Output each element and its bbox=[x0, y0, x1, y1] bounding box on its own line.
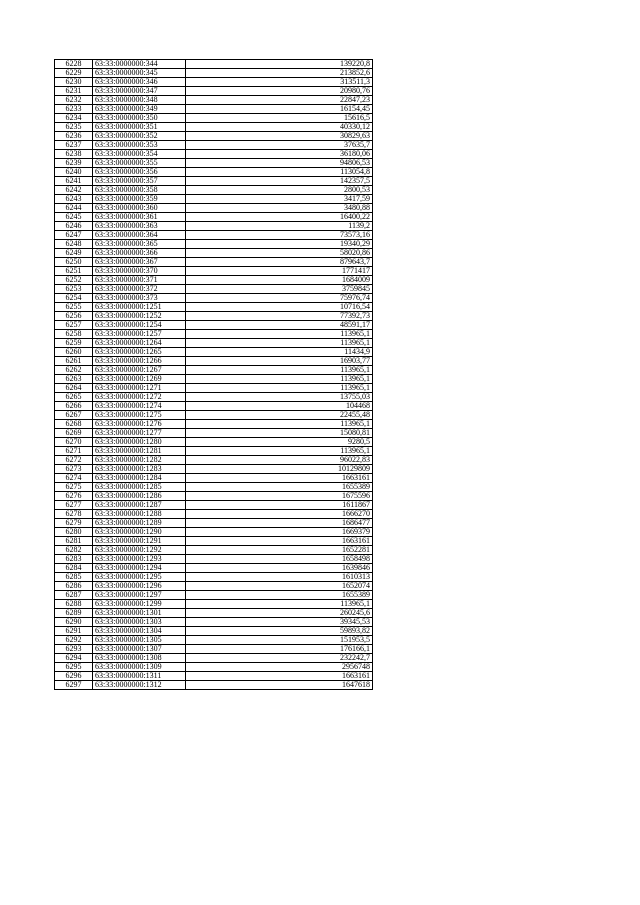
cadastral-value: 77392,73 bbox=[186, 312, 373, 321]
cadastral-value: 20980,76 bbox=[186, 87, 373, 96]
row-number: 6289 bbox=[55, 609, 93, 618]
cadastral-number: 63:33:0000000:1267 bbox=[93, 366, 186, 375]
cadastral-value: 113965,1 bbox=[186, 339, 373, 348]
row-number: 6284 bbox=[55, 564, 93, 573]
row-number: 6268 bbox=[55, 420, 93, 429]
cadastral-value: 16903,77 bbox=[186, 357, 373, 366]
row-number: 6231 bbox=[55, 87, 93, 96]
cadastral-value: 1658498 bbox=[186, 555, 373, 564]
cadastral-value: 3480,88 bbox=[186, 204, 373, 213]
row-number: 6249 bbox=[55, 249, 93, 258]
row-number: 6238 bbox=[55, 150, 93, 159]
cadastral-value: 1611867 bbox=[186, 501, 373, 510]
row-number: 6270 bbox=[55, 438, 93, 447]
cadastral-number: 63:33:0000000:350 bbox=[93, 114, 186, 123]
row-number: 6262 bbox=[55, 366, 93, 375]
cadastral-number: 63:33:0000000:1297 bbox=[93, 591, 186, 600]
table-row bbox=[55, 60, 373, 69]
row-number: 6280 bbox=[55, 528, 93, 537]
cadastral-number: 63:33:0000000:365 bbox=[93, 240, 186, 249]
table-row bbox=[55, 573, 373, 582]
cadastral-value: 16400,22 bbox=[186, 213, 373, 222]
cadastral-number: 63:33:0000000:351 bbox=[93, 123, 186, 132]
cadastral-value: 113965,1 bbox=[186, 330, 373, 339]
cadastral-number: 63:33:0000000:1276 bbox=[93, 420, 186, 429]
table-row bbox=[55, 402, 373, 411]
cadastral-number: 63:33:0000000:1281 bbox=[93, 447, 186, 456]
cadastral-number: 63:33:0000000:1288 bbox=[93, 510, 186, 519]
cadastral-value: 1652074 bbox=[186, 582, 373, 591]
row-number: 6281 bbox=[55, 537, 93, 546]
table-row bbox=[55, 132, 373, 141]
table-row bbox=[55, 87, 373, 96]
cadastral-value: 1684009 bbox=[186, 276, 373, 285]
table-row bbox=[55, 69, 373, 78]
cadastral-number: 63:33:0000000:1290 bbox=[93, 528, 186, 537]
row-number: 6269 bbox=[55, 429, 93, 438]
cadastral-number: 63:33:0000000:354 bbox=[93, 150, 186, 159]
row-number: 6293 bbox=[55, 645, 93, 654]
cadastral-number: 63:33:0000000:1299 bbox=[93, 600, 186, 609]
table-row bbox=[55, 528, 373, 537]
table-row bbox=[55, 609, 373, 618]
row-number: 6255 bbox=[55, 303, 93, 312]
cadastral-value: 142357,5 bbox=[186, 177, 373, 186]
row-number: 6274 bbox=[55, 474, 93, 483]
cadastral-number: 63:33:0000000:1292 bbox=[93, 546, 186, 555]
cadastral-value: 19340,29 bbox=[186, 240, 373, 249]
cadastral-number: 63:33:0000000:346 bbox=[93, 78, 186, 87]
row-number: 6277 bbox=[55, 501, 93, 510]
cadastral-number: 63:33:0000000:1275 bbox=[93, 411, 186, 420]
cadastral-number: 63:33:0000000:363 bbox=[93, 222, 186, 231]
table-row bbox=[55, 141, 373, 150]
table-row bbox=[55, 249, 373, 258]
table-row bbox=[55, 105, 373, 114]
cadastral-number: 63:33:0000000:1282 bbox=[93, 456, 186, 465]
cadastral-value: 113965,1 bbox=[186, 447, 373, 456]
cadastral-number: 63:33:0000000:1264 bbox=[93, 339, 186, 348]
cadastral-number: 63:33:0000000:1303 bbox=[93, 618, 186, 627]
cadastral-number: 63:33:0000000:1254 bbox=[93, 321, 186, 330]
table-row bbox=[55, 231, 373, 240]
table-row bbox=[55, 204, 373, 213]
table-row bbox=[55, 330, 373, 339]
cadastral-value: 37635,7 bbox=[186, 141, 373, 150]
cadastral-value: 1655389 bbox=[186, 483, 373, 492]
table-row bbox=[55, 663, 373, 672]
cadastral-value: 104468 bbox=[186, 402, 373, 411]
cadastral-value: 1663161 bbox=[186, 672, 373, 681]
cadastral-number: 63:33:0000000:1257 bbox=[93, 330, 186, 339]
cadastral-value: 3759845 bbox=[186, 285, 373, 294]
row-number: 6285 bbox=[55, 573, 93, 582]
cadastral-value: 113054,8 bbox=[186, 168, 373, 177]
cadastral-number: 63:33:0000000:345 bbox=[93, 69, 186, 78]
cadastral-value: 1663161 bbox=[186, 474, 373, 483]
cadastral-number: 63:33:0000000:360 bbox=[93, 204, 186, 213]
cadastral-number: 63:33:0000000:1287 bbox=[93, 501, 186, 510]
row-number: 6261 bbox=[55, 357, 93, 366]
cadastral-value: 1666270 bbox=[186, 510, 373, 519]
cadastral-number: 63:33:0000000:364 bbox=[93, 231, 186, 240]
row-number: 6271 bbox=[55, 447, 93, 456]
cadastral-value: 1771417 bbox=[186, 267, 373, 276]
cadastral-number: 63:33:0000000:1265 bbox=[93, 348, 186, 357]
cadastral-value: 73573,16 bbox=[186, 231, 373, 240]
row-number: 6256 bbox=[55, 312, 93, 321]
cadastral-number: 63:33:0000000:1304 bbox=[93, 627, 186, 636]
cadastral-number: 63:33:0000000:1277 bbox=[93, 429, 186, 438]
table-row bbox=[55, 501, 373, 510]
cadastral-value: 96022,83 bbox=[186, 456, 373, 465]
table-row bbox=[55, 555, 373, 564]
table-row bbox=[55, 303, 373, 312]
cadastral-value: 1686477 bbox=[186, 519, 373, 528]
cadastral-number: 63:33:0000000:1305 bbox=[93, 636, 186, 645]
table-row bbox=[55, 159, 373, 168]
row-number: 6250 bbox=[55, 258, 93, 267]
cadastral-number: 63:33:0000000:1311 bbox=[93, 672, 186, 681]
cadastral-number: 63:33:0000000:357 bbox=[93, 177, 186, 186]
row-number: 6273 bbox=[55, 465, 93, 474]
row-number: 6288 bbox=[55, 600, 93, 609]
row-number: 6236 bbox=[55, 132, 93, 141]
cadastral-value: 113965,1 bbox=[186, 420, 373, 429]
cadastral-value: 1669379 bbox=[186, 528, 373, 537]
row-number: 6266 bbox=[55, 402, 93, 411]
row-number: 6264 bbox=[55, 384, 93, 393]
table-row bbox=[55, 636, 373, 645]
row-number: 6246 bbox=[55, 222, 93, 231]
cadastral-number: 63:33:0000000:1312 bbox=[93, 681, 186, 690]
row-number: 6253 bbox=[55, 285, 93, 294]
cadastral-value: 1655389 bbox=[186, 591, 373, 600]
table-row bbox=[55, 195, 373, 204]
table-row bbox=[55, 123, 373, 132]
table-row bbox=[55, 150, 373, 159]
cadastral-value: 22847,23 bbox=[186, 96, 373, 105]
cadastral-value: 1647618 bbox=[186, 681, 373, 690]
row-number: 6247 bbox=[55, 231, 93, 240]
table-row bbox=[55, 672, 373, 681]
cadastral-value: 22455,48 bbox=[186, 411, 373, 420]
table-row bbox=[55, 438, 373, 447]
cadastral-value: 36180,06 bbox=[186, 150, 373, 159]
table-row bbox=[55, 357, 373, 366]
table-row bbox=[55, 483, 373, 492]
cadastral-value: 9280,5 bbox=[186, 438, 373, 447]
cadastral-number: 63:33:0000000:1295 bbox=[93, 573, 186, 582]
row-number: 6242 bbox=[55, 186, 93, 195]
cadastral-value: 40330,12 bbox=[186, 123, 373, 132]
cadastral-number: 63:33:0000000:366 bbox=[93, 249, 186, 258]
row-number: 6263 bbox=[55, 375, 93, 384]
cadastral-value: 2956748 bbox=[186, 663, 373, 672]
cadastral-value: 30829,63 bbox=[186, 132, 373, 141]
cadastral-number: 63:33:0000000:1289 bbox=[93, 519, 186, 528]
row-number: 6240 bbox=[55, 168, 93, 177]
cadastral-value: 113965,1 bbox=[186, 600, 373, 609]
cadastral-value: 3417,59 bbox=[186, 195, 373, 204]
table-row bbox=[55, 510, 373, 519]
row-number: 6230 bbox=[55, 78, 93, 87]
row-number: 6229 bbox=[55, 69, 93, 78]
cadastral-number: 63:33:0000000:1272 bbox=[93, 393, 186, 402]
row-number: 6291 bbox=[55, 627, 93, 636]
cadastral-value: 15080,81 bbox=[186, 429, 373, 438]
cadastral-number: 63:33:0000000:352 bbox=[93, 132, 186, 141]
table-row bbox=[55, 681, 373, 690]
cadastral-number: 63:33:0000000:371 bbox=[93, 276, 186, 285]
table-row bbox=[55, 546, 373, 555]
cadastral-number: 63:33:0000000:1251 bbox=[93, 303, 186, 312]
cadastral-value: 11434,9 bbox=[186, 348, 373, 357]
cadastral-number: 63:33:0000000:1269 bbox=[93, 375, 186, 384]
table-row bbox=[55, 618, 373, 627]
cadastral-number: 63:33:0000000:1266 bbox=[93, 357, 186, 366]
cadastral-number: 63:33:0000000:349 bbox=[93, 105, 186, 114]
table-row bbox=[55, 492, 373, 501]
row-number: 6295 bbox=[55, 663, 93, 672]
table-row bbox=[55, 186, 373, 195]
cadastral-number: 63:33:0000000:355 bbox=[93, 159, 186, 168]
cadastral-value: 260245,6 bbox=[186, 609, 373, 618]
row-number: 6239 bbox=[55, 159, 93, 168]
cadastral-number: 63:33:0000000:370 bbox=[93, 267, 186, 276]
row-number: 6241 bbox=[55, 177, 93, 186]
row-number: 6232 bbox=[55, 96, 93, 105]
table-row bbox=[55, 447, 373, 456]
row-number: 6228 bbox=[55, 60, 93, 69]
table-row bbox=[55, 78, 373, 87]
row-number: 6290 bbox=[55, 618, 93, 627]
cadastral-number: 63:33:0000000:1301 bbox=[93, 609, 186, 618]
row-number: 6259 bbox=[55, 339, 93, 348]
cadastral-value: 1663161 bbox=[186, 537, 373, 546]
row-number: 6267 bbox=[55, 411, 93, 420]
table-row bbox=[55, 96, 373, 105]
cadastral-number: 63:33:0000000:348 bbox=[93, 96, 186, 105]
cadastral-value: 58020,86 bbox=[186, 249, 373, 258]
row-number: 6265 bbox=[55, 393, 93, 402]
cadastral-value: 1639846 bbox=[186, 564, 373, 573]
row-number: 6248 bbox=[55, 240, 93, 249]
row-number: 6260 bbox=[55, 348, 93, 357]
cadastral-number: 63:33:0000000:1307 bbox=[93, 645, 186, 654]
cadastral-value: 39345,53 bbox=[186, 618, 373, 627]
table-row bbox=[55, 411, 373, 420]
table-row bbox=[55, 420, 373, 429]
cadastral-value: 75976,74 bbox=[186, 294, 373, 303]
cadastral-number: 63:33:0000000:347 bbox=[93, 87, 186, 96]
cadastral-value: 879643,7 bbox=[186, 258, 373, 267]
table-row bbox=[55, 375, 373, 384]
cadastral-value: 94806,53 bbox=[186, 159, 373, 168]
table-row bbox=[55, 321, 373, 330]
row-number: 6245 bbox=[55, 213, 93, 222]
cadastral-value: 232242,7 bbox=[186, 654, 373, 663]
table-row bbox=[55, 285, 373, 294]
row-number: 6283 bbox=[55, 555, 93, 564]
cadastral-number: 63:33:0000000:1296 bbox=[93, 582, 186, 591]
cadastral-value: 113965,1 bbox=[186, 375, 373, 384]
row-number: 6282 bbox=[55, 546, 93, 555]
cadastral-number: 63:33:0000000:358 bbox=[93, 186, 186, 195]
table-row bbox=[55, 240, 373, 249]
cadastral-number: 63:33:0000000:1308 bbox=[93, 654, 186, 663]
cadastral-number: 63:33:0000000:1283 bbox=[93, 465, 186, 474]
row-number: 6292 bbox=[55, 636, 93, 645]
row-number: 6287 bbox=[55, 591, 93, 600]
cadastral-value: 1675596 bbox=[186, 492, 373, 501]
cadastral-number: 63:33:0000000:1252 bbox=[93, 312, 186, 321]
cadastral-number: 63:33:0000000:1285 bbox=[93, 483, 186, 492]
cadastral-number: 63:33:0000000:1274 bbox=[93, 402, 186, 411]
row-number: 6294 bbox=[55, 654, 93, 663]
table-row bbox=[55, 366, 373, 375]
row-number: 6276 bbox=[55, 492, 93, 501]
row-number: 6254 bbox=[55, 294, 93, 303]
cadastral-value: 15616,5 bbox=[186, 114, 373, 123]
row-number: 6235 bbox=[55, 123, 93, 132]
cadastral-number: 63:33:0000000:344 bbox=[93, 60, 186, 69]
cadastral-value: 176166,1 bbox=[186, 645, 373, 654]
table-row bbox=[55, 222, 373, 231]
row-number: 6243 bbox=[55, 195, 93, 204]
cadastral-value: 1610313 bbox=[186, 573, 373, 582]
table-row bbox=[55, 456, 373, 465]
table-row bbox=[55, 600, 373, 609]
cadastral-number: 63:33:0000000:361 bbox=[93, 213, 186, 222]
cadastral-value: 151953,5 bbox=[186, 636, 373, 645]
cadastral-value-table bbox=[54, 59, 373, 690]
cadastral-value: 1652281 bbox=[186, 546, 373, 555]
row-number: 6258 bbox=[55, 330, 93, 339]
table-row bbox=[55, 564, 373, 573]
cadastral-number: 63:33:0000000:1284 bbox=[93, 474, 186, 483]
row-number: 6234 bbox=[55, 114, 93, 123]
cadastral-value: 16154,45 bbox=[186, 105, 373, 114]
cadastral-value: 113965,1 bbox=[186, 384, 373, 393]
cadastral-value: 113965,1 bbox=[186, 366, 373, 375]
cadastral-number: 63:33:0000000:356 bbox=[93, 168, 186, 177]
table-row bbox=[55, 474, 373, 483]
row-number: 6244 bbox=[55, 204, 93, 213]
table-body bbox=[55, 60, 373, 690]
cadastral-number: 63:33:0000000:367 bbox=[93, 258, 186, 267]
cadastral-number: 63:33:0000000:1309 bbox=[93, 663, 186, 672]
cadastral-value: 313511,3 bbox=[186, 78, 373, 87]
cadastral-value: 1139,2 bbox=[186, 222, 373, 231]
cadastral-number: 63:33:0000000:1291 bbox=[93, 537, 186, 546]
cadastral-value: 139220,8 bbox=[186, 60, 373, 69]
cadastral-number: 63:33:0000000:1280 bbox=[93, 438, 186, 447]
table-row bbox=[55, 177, 373, 186]
row-number: 6286 bbox=[55, 582, 93, 591]
cadastral-value: 10129809 bbox=[186, 465, 373, 474]
table-row bbox=[55, 429, 373, 438]
cadastral-number: 63:33:0000000:1271 bbox=[93, 384, 186, 393]
row-number: 6252 bbox=[55, 276, 93, 285]
cadastral-value: 2800,53 bbox=[186, 186, 373, 195]
cadastral-number: 63:33:0000000:373 bbox=[93, 294, 186, 303]
cadastral-value: 48591,17 bbox=[186, 321, 373, 330]
row-number: 6297 bbox=[55, 681, 93, 690]
row-number: 6237 bbox=[55, 141, 93, 150]
table-row bbox=[55, 465, 373, 474]
cadastral-value: 213852,6 bbox=[186, 69, 373, 78]
table-row bbox=[55, 276, 373, 285]
cadastral-value: 13755,03 bbox=[186, 393, 373, 402]
table-row bbox=[55, 591, 373, 600]
cadastral-number: 63:33:0000000:1293 bbox=[93, 555, 186, 564]
table-row bbox=[55, 168, 373, 177]
table-row bbox=[55, 312, 373, 321]
cadastral-number: 63:33:0000000:1294 bbox=[93, 564, 186, 573]
table-row bbox=[55, 384, 373, 393]
table-row bbox=[55, 393, 373, 402]
row-number: 6296 bbox=[55, 672, 93, 681]
table-row bbox=[55, 654, 373, 663]
row-number: 6272 bbox=[55, 456, 93, 465]
cadastral-number: 63:33:0000000:372 bbox=[93, 285, 186, 294]
row-number: 6278 bbox=[55, 510, 93, 519]
row-number: 6257 bbox=[55, 321, 93, 330]
row-number: 6251 bbox=[55, 267, 93, 276]
cadastral-number: 63:33:0000000:353 bbox=[93, 141, 186, 150]
cadastral-value: 59893,82 bbox=[186, 627, 373, 636]
table-row bbox=[55, 294, 373, 303]
table-row bbox=[55, 645, 373, 654]
table-row bbox=[55, 339, 373, 348]
table-row bbox=[55, 114, 373, 123]
table-row bbox=[55, 627, 373, 636]
table-row bbox=[55, 519, 373, 528]
cadastral-number: 63:33:0000000:1286 bbox=[93, 492, 186, 501]
cadastral-number: 63:33:0000000:359 bbox=[93, 195, 186, 204]
table-row bbox=[55, 258, 373, 267]
table-row bbox=[55, 582, 373, 591]
row-number: 6233 bbox=[55, 105, 93, 114]
cadastral-value: 10716,54 bbox=[186, 303, 373, 312]
table-row bbox=[55, 267, 373, 276]
table-row bbox=[55, 348, 373, 357]
table-row bbox=[55, 213, 373, 222]
row-number: 6275 bbox=[55, 483, 93, 492]
row-number: 6279 bbox=[55, 519, 93, 528]
table-row bbox=[55, 537, 373, 546]
